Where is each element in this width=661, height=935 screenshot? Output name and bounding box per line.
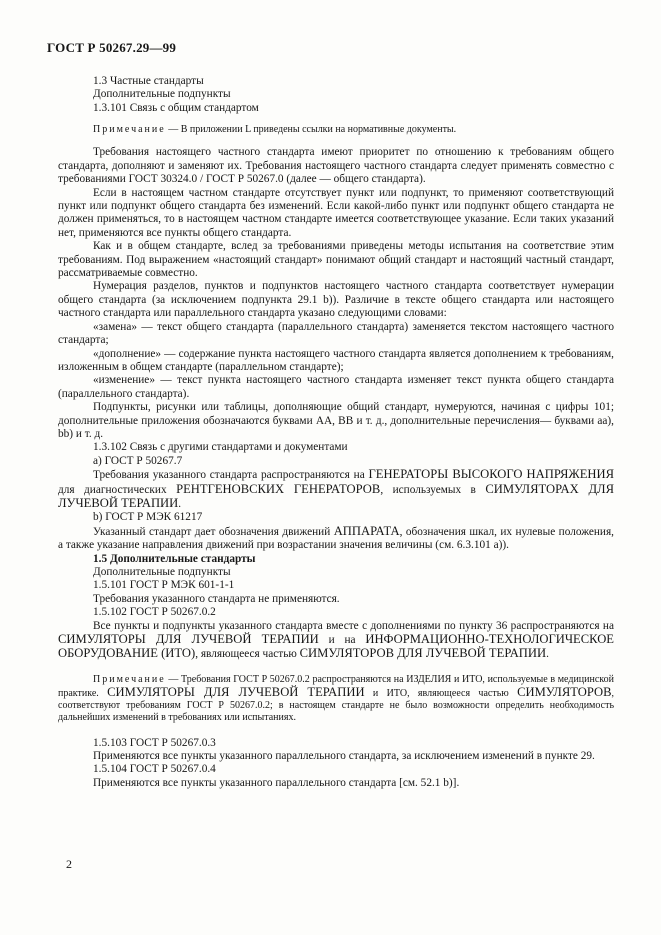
document-header: ГОСТ Р 50267.29—99 [47,40,177,55]
paragraph: Все пункты и подпункты указанного стандарта вместе с дополнениями по пункту 36 распространяются на СИМУЛЯТОРЫ ДЛЯ ЛУЧЕВОЙ ТЕРАПИИ и на ИНФОРМАЦИОННО-ТЕХНОЛОГИЧЕСКОЕ ОБОРУДОВАНИЕ (ИТО), являющееся частью СИМУЛЯТОРОВ ДЛЯ ЛУЧЕВОЙ ТЕРАПИИ. [58,619,614,661]
caps-term: РЕНТГЕНОВСКИХ ГЕНЕРАТОРОВ [176,481,381,496]
caps-term: СИМУЛЯТОРОВ ДЛЯ ЛУЧЕВОЙ ТЕРАПИИ [299,646,547,661]
paragraph: Как и в общем стандарте, вслед за требованиями приведены методы испытания на соответствие этим требованиям. Под выражением «настоящий стандарт» понимают общий стандарт и настоящий частный стандарт, рассматриваемые совместно. [58,240,614,280]
caps-term: СИМУЛЯТОРЫ ДЛЯ ЛУЧЕВОЙ ТЕРАПИИ [107,685,365,700]
page-number: 2 [66,857,72,871]
note-label: Примечание [93,673,166,685]
subsection-heading: 1.5.103 ГОСТ Р 50267.0.3 [93,736,216,749]
subsection-heading: 1.3.101 Связь с общим стандартом [93,101,259,114]
subsection-heading: 1.3.102 Связь с другими стандартами и документами [93,441,348,454]
paragraph: Требования указанного стандарта не применяются. [93,592,340,605]
note: Примечание — Требования ГОСТ Р 50267.0.2 распространяются на ИЗДЕЛИЯ и ИТО, используемые в медицинской практике. СИМУЛЯТОРЫ ДЛЯ ЛУЧЕВОЙ ТЕРАПИИ и ИТО, являющееся частью СИМУЛЯТОРОВ, соответствуют требованиям ГОСТ Р 50267.0.2; в настоящем стандарте не было возможности определить необходимость дальнейших изменений в требованиях или испытаниях. [58,673,614,724]
paragraph: Требования указанного стандарта распространяются на ГЕНЕРАТОРЫ ВЫСОКОГО НАПРЯЖЕНИЯ для диагностических РЕНТГЕНОВСКИХ ГЕНЕРАТОРОВ, используемых в СИМУЛЯТОРАХ ДЛЯ ЛУЧЕВОЙ ТЕРАПИИ. [58,467,614,510]
paragraph: «замена» — текст общего стандарта (параллельного стандарта) заменяется текстом настоящего частного стандарта; [58,320,614,347]
subsection-heading: 1.5.101 ГОСТ Р МЭК 601-1-1 [93,579,235,592]
note-text: — В приложении L приведены ссылки на нормативные документы. [165,124,457,136]
paragraph: Нумерация разделов, пунктов и подпунктов настоящего частного стандарта соответствует нумерации общего стандарта (за исключением подпункта 29.1 b)). Различие в тексте общего стандарта или настоящего частного стандарта или параллельного стандарта указано следующими словами: [58,280,614,320]
note [58,124,614,136]
caps-term: СИМУЛЯТОРОВ [517,685,612,700]
caps-term: ГЕНЕРАТОРЫ ВЫСОКОГО НАПРЯЖЕНИЯ [368,467,614,482]
paragraph: Указанный стандарт дает обозначения движений АППАРАТА, обозначения шкал, их нулевые положения, а также указание направления движений при возрастании значения величины (см. 6.3.101 а)). [58,523,614,552]
subheading: Дополнительные подпункты [93,88,231,101]
subsection-heading: 1.5.102 ГОСТ Р 50267.0.2 [93,606,216,619]
caps-term: АППАРАТА [333,523,400,538]
list-item: a) ГОСТ Р 50267.7 [93,454,183,467]
section-heading: 1.3 Частные стандарты [93,75,204,87]
note-label: Примечание [93,124,166,136]
subsection-heading: 1.5.104 ГОСТ Р 50267.0.4 [93,763,216,776]
section-heading: 1.5 Дополнительные стандарты [93,552,256,565]
paragraph: Применяются все пункты указанного параллельного стандарта, за исключением изменений в пункте 29. [93,750,595,763]
subheading: Дополнительные подпункты [93,566,231,579]
caps-term: ИНФОРМАЦИОННО-ТЕХНОЛОГИЧЕСКОЕ ОБОРУДОВАНИЕ (ИТО) [58,632,614,661]
paragraph: «дополнение» — содержание пункта настоящего частного стандарта является дополнением к требованиям, изложенным в общем стандарте (параллельном стандарте); [58,347,614,373]
caps-term: СИМУЛЯТОРЫ ДЛЯ ЛУЧЕВОЙ ТЕРАПИИ [58,632,319,647]
paragraph: Если в настоящем частном стандарте отсутствует пункт или подпункт, то применяют соответствующий пункт или подпункт общего стандарта без изменений. Если какой-либо пункт или подпункт общего стандарта не должен применяться, то в настоящем частном стандарте имеется соответствующее указание. Если таких указаний нет, применяются все пункты общего стандарта. [58,186,614,239]
list-item: b) ГОСТ Р МЭК 61217 [93,511,203,524]
paragraph: «изменение» — текст пункта настоящего частного стандарта изменяет текст пункта общего стандарта (параллельного стандарта). [58,374,614,400]
caps-term: СИМУЛЯТОРАХ ДЛЯ ЛУЧЕВОЙ ТЕРАПИИ [58,481,614,510]
paragraph: Подпункты, рисунки или таблицы, дополняющие общий стандарт, нумеруются, начиная с цифры 101; дополнительные приложения обозначаются буквами АА, ВВ и т. д., дополнительные перечисления— буквами аа), bb) и т. д. [58,401,614,440]
paragraph: Требования настоящего частного стандарта имеют приоритет по отношению к требованиям общего стандарта, дополняют и заменяют их. Требования настоящего частного стандарта следует применять совместно с требованиями ГОСТ 30324.0 / ГОСТ Р 50267.0 (далее — общего стандарта). [58,146,614,186]
paragraph: Применяются все пункты указанного параллельного стандарта [см. 52.1 b)]. [93,776,460,789]
page-content [58,75,614,790]
